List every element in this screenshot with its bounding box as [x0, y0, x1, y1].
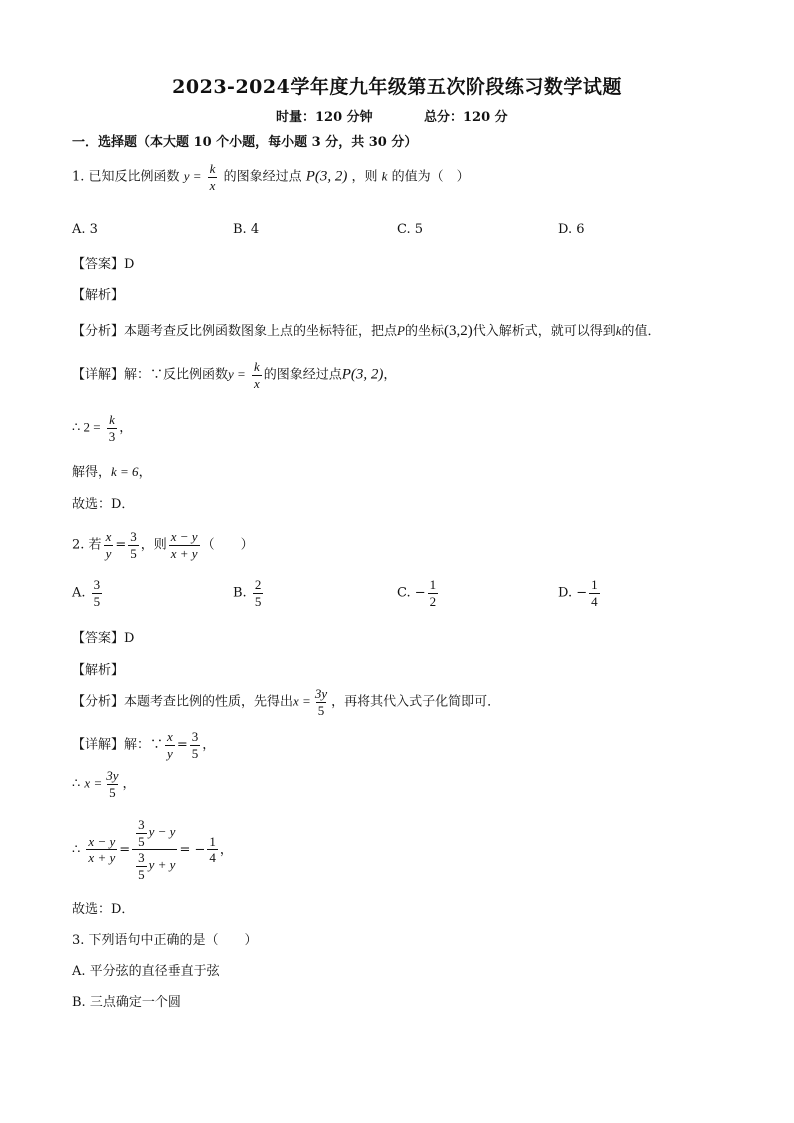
- frac-denominator: 5: [138, 833, 145, 849]
- q2-fenxi: [72, 687, 500, 717]
- fenxi-P: P: [397, 323, 405, 338]
- q1-option-c: C. 5: [397, 222, 424, 237]
- q2-option-d: [558, 578, 602, 608]
- frac-numerator: x: [105, 529, 112, 544]
- frac-numerator: 1: [429, 577, 437, 592]
- question-2-stem: [72, 530, 254, 560]
- q2-text: （ ）: [201, 537, 254, 553]
- fenxi-coord: (3,2): [444, 323, 473, 339]
- fenxi-tag: 【分析】: [72, 324, 125, 339]
- frac-numerator: 3: [138, 817, 145, 832]
- frac-numerator: 3: [191, 729, 199, 744]
- answer-value: D: [124, 257, 135, 272]
- option-fraction: [253, 578, 264, 608]
- q2-fraction-expr: [169, 530, 200, 560]
- question-1-stem: [72, 162, 470, 192]
- frac-denominator: x + y: [170, 545, 198, 561]
- frac-numerator: 1: [591, 577, 598, 592]
- step-text: ，: [138, 465, 152, 480]
- detail-fraction: [252, 360, 262, 390]
- option-label: D.: [558, 585, 573, 601]
- frac-denominator: 5: [93, 593, 101, 609]
- frac-numerator: x: [167, 729, 173, 744]
- fenxi-fraction: [313, 687, 329, 717]
- q2-option-b: [233, 578, 265, 608]
- step-fraction-lhs: [86, 835, 117, 865]
- q1-text-post: ，则: [351, 169, 378, 185]
- q1-step-2: [72, 461, 152, 480]
- step-fraction: [104, 769, 120, 799]
- frac-denominator: y: [105, 545, 112, 561]
- q1-text-mid: 的图象经过点: [223, 169, 302, 185]
- option-label: C.: [397, 585, 411, 601]
- q1-fraction: [208, 162, 218, 192]
- step-result-fraction: [207, 835, 218, 865]
- answer-tag: 【答案】: [72, 631, 125, 646]
- question-3-stem: 3. 下列语句中正确的是（ ）: [72, 933, 258, 948]
- detail-text: ，: [202, 737, 216, 753]
- q3-option-b: B. 三点确定一个圆: [72, 995, 181, 1010]
- step-x-eq: x =: [84, 775, 103, 791]
- fenxi-k: k: [615, 323, 622, 338]
- frac-numerator: x − y: [170, 529, 198, 544]
- q2-text: ，则: [140, 537, 167, 553]
- frac-denominator: 5: [254, 593, 262, 609]
- detail-point: P(3, 2): [341, 366, 384, 383]
- question-number: 1.: [72, 169, 85, 185]
- q1-option-b: B. 4: [233, 222, 260, 237]
- frac-numerator: 1: [209, 833, 216, 849]
- q1-analysis-tag: 【解析】: [72, 288, 125, 303]
- option-label: B.: [233, 585, 247, 601]
- q1-answer: [72, 253, 134, 272]
- detail-text: 解：∵: [124, 737, 164, 753]
- q2-detail: [72, 730, 215, 760]
- q2-step-1: [72, 769, 136, 799]
- q3-option-a: A. 平分弦的直径垂直于弦: [72, 964, 220, 979]
- frac-denominator: 5: [138, 866, 145, 882]
- frac-denominator: x + y: [88, 850, 116, 866]
- frac-denominator: 4: [591, 593, 598, 609]
- compound-denominator: y + y: [148, 857, 176, 873]
- frac-denominator: 3: [108, 428, 116, 444]
- frac-numerator: 3: [138, 850, 145, 866]
- q1-choose: 故选：D．: [72, 497, 135, 512]
- q2-answer: [72, 627, 134, 646]
- option-fraction: [92, 578, 103, 608]
- total-score: 总分：120 分: [424, 110, 508, 125]
- step-eq: = −: [179, 842, 206, 858]
- q2-fraction-xy: [104, 530, 114, 560]
- frac-denominator: 5: [317, 702, 325, 718]
- frac-denominator: 4: [209, 850, 216, 866]
- frac-denominator: x: [209, 177, 216, 193]
- q1-detail: [72, 360, 396, 390]
- frac-denominator: x: [253, 375, 260, 391]
- frac-denominator: 5: [130, 545, 137, 561]
- step-text: ∴ 2 =: [72, 419, 101, 435]
- detail-fraction-35: [190, 730, 201, 760]
- step-eq: =: [119, 842, 131, 858]
- q2-analysis-tag: 【解析】: [72, 663, 125, 678]
- q2-fraction-35: [128, 530, 139, 560]
- question-number: 2.: [72, 537, 85, 553]
- fenxi-tag: 【分析】: [72, 694, 125, 710]
- q1-k: k: [381, 168, 388, 184]
- detail-y-eq: y =: [228, 366, 246, 382]
- fenxi-text: 本题考查比例的性质，先得出: [124, 694, 294, 710]
- frac-numerator: k: [253, 359, 260, 374]
- page-title: 2023-2024学年度九年级第五次阶段练习数学试题: [172, 76, 622, 98]
- frac-denominator: 2: [429, 593, 437, 609]
- option-sign: −: [576, 585, 588, 601]
- frac-numerator: x − y: [88, 833, 116, 849]
- frac-denominator: y: [167, 745, 173, 761]
- detail-tag: 【详解】: [72, 737, 125, 753]
- step-math: k = 6: [111, 464, 139, 479]
- detail-text: 解：∵反比例函数: [124, 367, 229, 383]
- q1-text: 已知反比例函数: [88, 169, 180, 185]
- q1-option-a: A. 3: [72, 222, 98, 237]
- frac-denominator: 5: [109, 784, 116, 800]
- step-text: ，: [219, 842, 233, 858]
- frac-numerator: 3y: [314, 686, 328, 701]
- q2-eq: =: [115, 537, 127, 553]
- fenxi-text: 代入解析式，就可以得到: [472, 324, 616, 339]
- q1-fenxi: [72, 320, 661, 340]
- option-sign: −: [414, 585, 426, 601]
- detail-fraction: [165, 730, 175, 760]
- section-heading: 一．选择题（本大题 10 个小题，每小题 3 分，共 30 分）: [72, 135, 418, 150]
- step-text: 解得，: [72, 465, 112, 480]
- step-therefore: ∴: [72, 842, 81, 858]
- q2-step-2: [72, 818, 233, 882]
- inner-fraction: [136, 818, 147, 848]
- detail-tag: 【详解】: [72, 367, 125, 383]
- step-text: ，: [122, 776, 136, 792]
- frac-numerator: 3: [93, 577, 101, 592]
- frac-numerator: 3y: [106, 768, 119, 783]
- time-limit: 时量：120 分钟: [276, 110, 373, 125]
- step-fraction: [107, 413, 118, 443]
- frac-numerator: k: [109, 412, 115, 427]
- q2-option-c: [397, 578, 440, 608]
- fenxi-text: 的值．: [621, 324, 661, 339]
- detail-text: 的图象经过点: [263, 367, 342, 383]
- detail-eq: =: [176, 737, 188, 753]
- step-therefore: ∴: [72, 776, 81, 792]
- option-label: A.: [72, 585, 86, 601]
- q1-y-eq: y =: [183, 168, 202, 184]
- frac-numerator: k: [209, 161, 216, 176]
- inner-fraction: [136, 851, 147, 881]
- q1-option-d: D. 6: [558, 222, 585, 237]
- option-fraction: [428, 578, 439, 608]
- fenxi-text: 本题考查反比例函数图象上点的坐标特征，把点: [124, 324, 398, 339]
- q2-option-a: [72, 578, 104, 608]
- frac-numerator: 3: [130, 529, 137, 544]
- fenxi-text: 的坐标: [404, 324, 444, 339]
- frac-denominator: 5: [191, 745, 199, 761]
- fenxi-x-eq: x =: [293, 693, 311, 709]
- q2-text: 若: [88, 537, 102, 553]
- compound-numerator: y − y: [148, 824, 176, 840]
- q1-step-1: [72, 413, 132, 443]
- q1-point: P(3, 2): [305, 168, 348, 185]
- step-text: ，: [119, 420, 133, 436]
- detail-text: ，: [383, 367, 397, 383]
- option-fraction: [589, 578, 600, 608]
- q2-choose: 故选：D．: [72, 902, 135, 917]
- frac-numerator: 2: [254, 577, 262, 592]
- step-compound-fraction: [132, 818, 177, 882]
- answer-tag: 【答案】: [72, 257, 125, 272]
- answer-value: D: [124, 631, 135, 646]
- q1-text-end: 的值为（ ）: [391, 169, 470, 185]
- fenxi-text: ，再将其代入式子化简即可．: [331, 694, 501, 710]
